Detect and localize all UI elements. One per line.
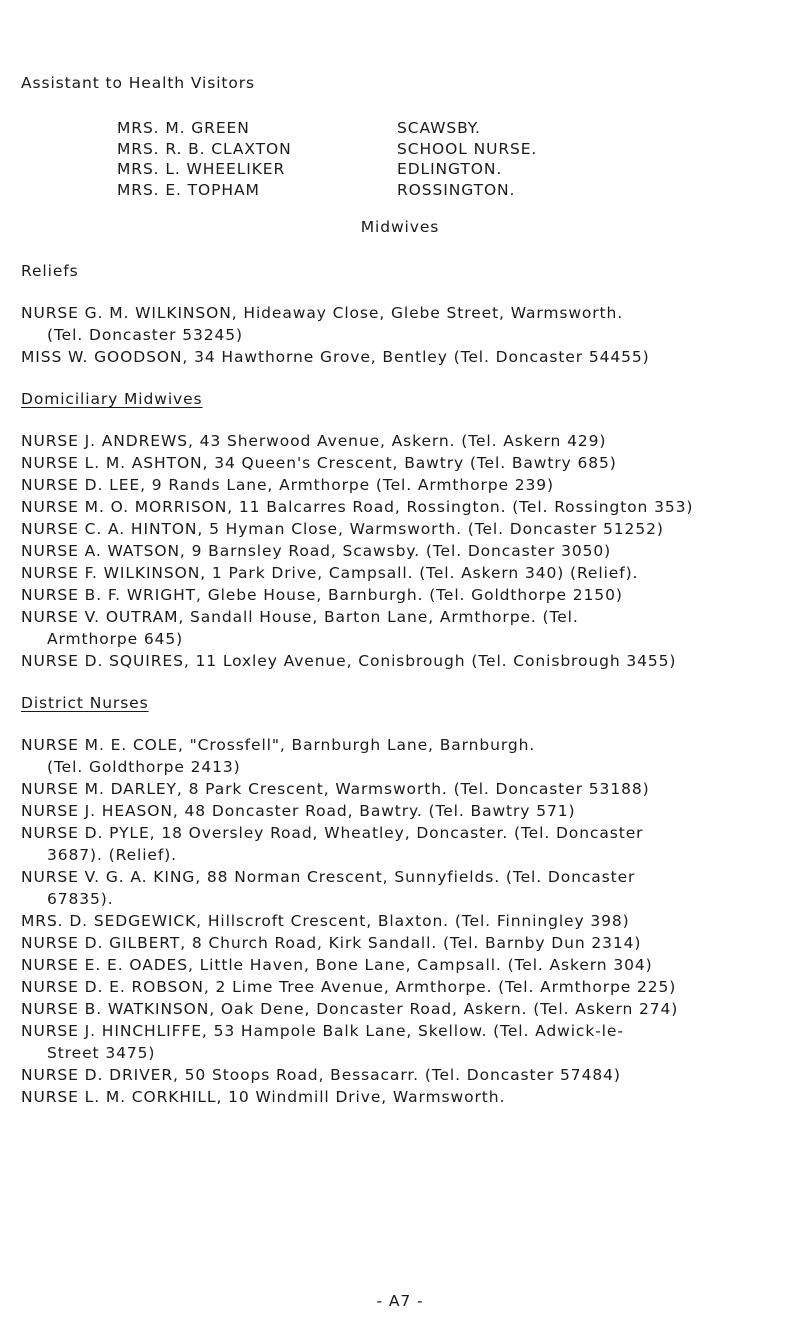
text-line: Armthorpe 645) (47, 630, 184, 648)
text-line: NURSE F. WILKINSON, 1 Park Drive, Campsall. (Tel. Askern 340) (Relief). (21, 564, 639, 582)
reliefs-heading: Reliefs (21, 262, 79, 280)
text-line: (Tel. Goldthorpe 2413) (47, 758, 241, 776)
text-line: NURSE D. SQUIRES, 11 Loxley Avenue, Conisbrough (Tel. Conisbrough 3455) (21, 652, 677, 670)
text-line: 67835). (47, 890, 114, 908)
text-line: (Tel. Doncaster 53245) (47, 326, 243, 344)
text-line: NURSE D. LEE, 9 Rands Lane, Armthorpe (Tel. Armthorpe 239) (21, 476, 554, 494)
text-line: NURSE G. M. WILKINSON, Hideaway Close, Glebe Street, Warmsworth. (21, 304, 624, 322)
text-line: NURSE V. G. A. KING, 88 Norman Crescent, Sunnyfields. (Tel. Doncaster (21, 868, 636, 886)
text-line: NURSE B. WATKINSON, Oak Dene, Doncaster Road, Askern. (Tel. Askern 274) (21, 1000, 679, 1018)
assistant-place: ROSSINGTON. (397, 180, 516, 199)
text-line: NURSE J. HEASON, 48 Doncaster Road, Bawtry. (Tel. Bawtry 571) (21, 802, 576, 820)
assistant-row (117, 118, 537, 139)
assistant-place: SCHOOL NURSE. (397, 139, 538, 158)
text-line: Street 3475) (47, 1044, 156, 1062)
assistant-name: MRS. L. WHEELIKER (117, 160, 286, 178)
text-line: NURSE D. DRIVER, 50 Stoops Road, Bessacarr. (Tel. Doncaster 57484) (21, 1066, 621, 1084)
assistant-row (117, 159, 537, 180)
assistant-name: MRS. E. TOPHAM (117, 180, 260, 199)
domiciliary-heading: Domiciliary Midwives (21, 390, 203, 408)
text-line: NURSE M. E. COLE, "Crossfell", Barnburgh Lane, Barnburgh. (21, 736, 536, 754)
assistant-place: EDLINGTON. (397, 160, 503, 178)
text-line: NURSE D. E. ROBSON, 2 Lime Tree Avenue, Armthorpe. (Tel. Armthorpe 225) (21, 978, 677, 996)
text-line: NURSE V. OUTRAM, Sandall House, Barton Lane, Armthorpe. (Tel. (21, 608, 579, 626)
text-line: NURSE A. WATSON, 9 Barnsley Road, Scawsby. (Tel. Doncaster 3050) (21, 542, 612, 560)
assistant-row (117, 180, 537, 201)
text-line: NURSE J. ANDREWS, 43 Sherwood Avenue, Askern. (Tel. Askern 429) (21, 432, 607, 450)
text-line: 3687). (Relief). (47, 846, 177, 864)
assistant-row (117, 139, 537, 160)
assistants-heading: Assistant to Health Visitors (21, 74, 256, 92)
text-line: MISS W. GOODSON, 34 Hawthorne Grove, Bentley (Tel. Doncaster 54455) (21, 348, 650, 366)
text-line: NURSE B. F. WRIGHT, Glebe House, Barnburgh. (Tel. Goldthorpe 2150) (21, 586, 623, 604)
text-line: NURSE M. O. MORRISON, 11 Balcarres Road, Rossington. (Tel. Rossington 353) (21, 498, 694, 516)
page-number: - A7 - (376, 1292, 424, 1310)
text-line: NURSE J. HINCHLIFFE, 53 Hampole Balk Lane, Skellow. (Tel. Adwick-le- (21, 1022, 624, 1040)
text-line: MRS. D. SEDGEWICK, Hillscroft Crescent, Blaxton. (Tel. Finningley 398) (21, 912, 630, 930)
text-line: NURSE L. M. CORKHILL, 10 Windmill Drive, Warmsworth. (21, 1088, 506, 1106)
text-line: NURSE D. PYLE, 18 Oversley Road, Wheatley, Doncaster. (Tel. Doncaster (21, 824, 644, 842)
assistants-list (117, 118, 537, 200)
text-line: NURSE L. M. ASHTON, 34 Queen's Crescent, Bawtry (Tel. Bawtry 685) (21, 454, 617, 472)
district-heading: District Nurses (21, 694, 149, 712)
text-line: NURSE E. E. OADES, Little Haven, Bone Lane, Campsall. (Tel. Askern 304) (21, 956, 653, 974)
text-line: NURSE C. A. HINTON, 5 Hyman Close, Warmsworth. (Tel. Doncaster 51252) (21, 520, 664, 538)
assistant-place: SCAWSBY. (397, 119, 481, 137)
midwives-title: Midwives (360, 218, 440, 236)
text-line: NURSE D. GILBERT, 8 Church Road, Kirk Sandall. (Tel. Barnby Dun 2314) (21, 934, 642, 952)
assistant-name: MRS. R. B. CLAXTON (117, 139, 292, 158)
text-line: NURSE M. DARLEY, 8 Park Crescent, Warmsworth. (Tel. Doncaster 53188) (21, 780, 650, 798)
assistant-name: MRS. M. GREEN (117, 119, 250, 137)
